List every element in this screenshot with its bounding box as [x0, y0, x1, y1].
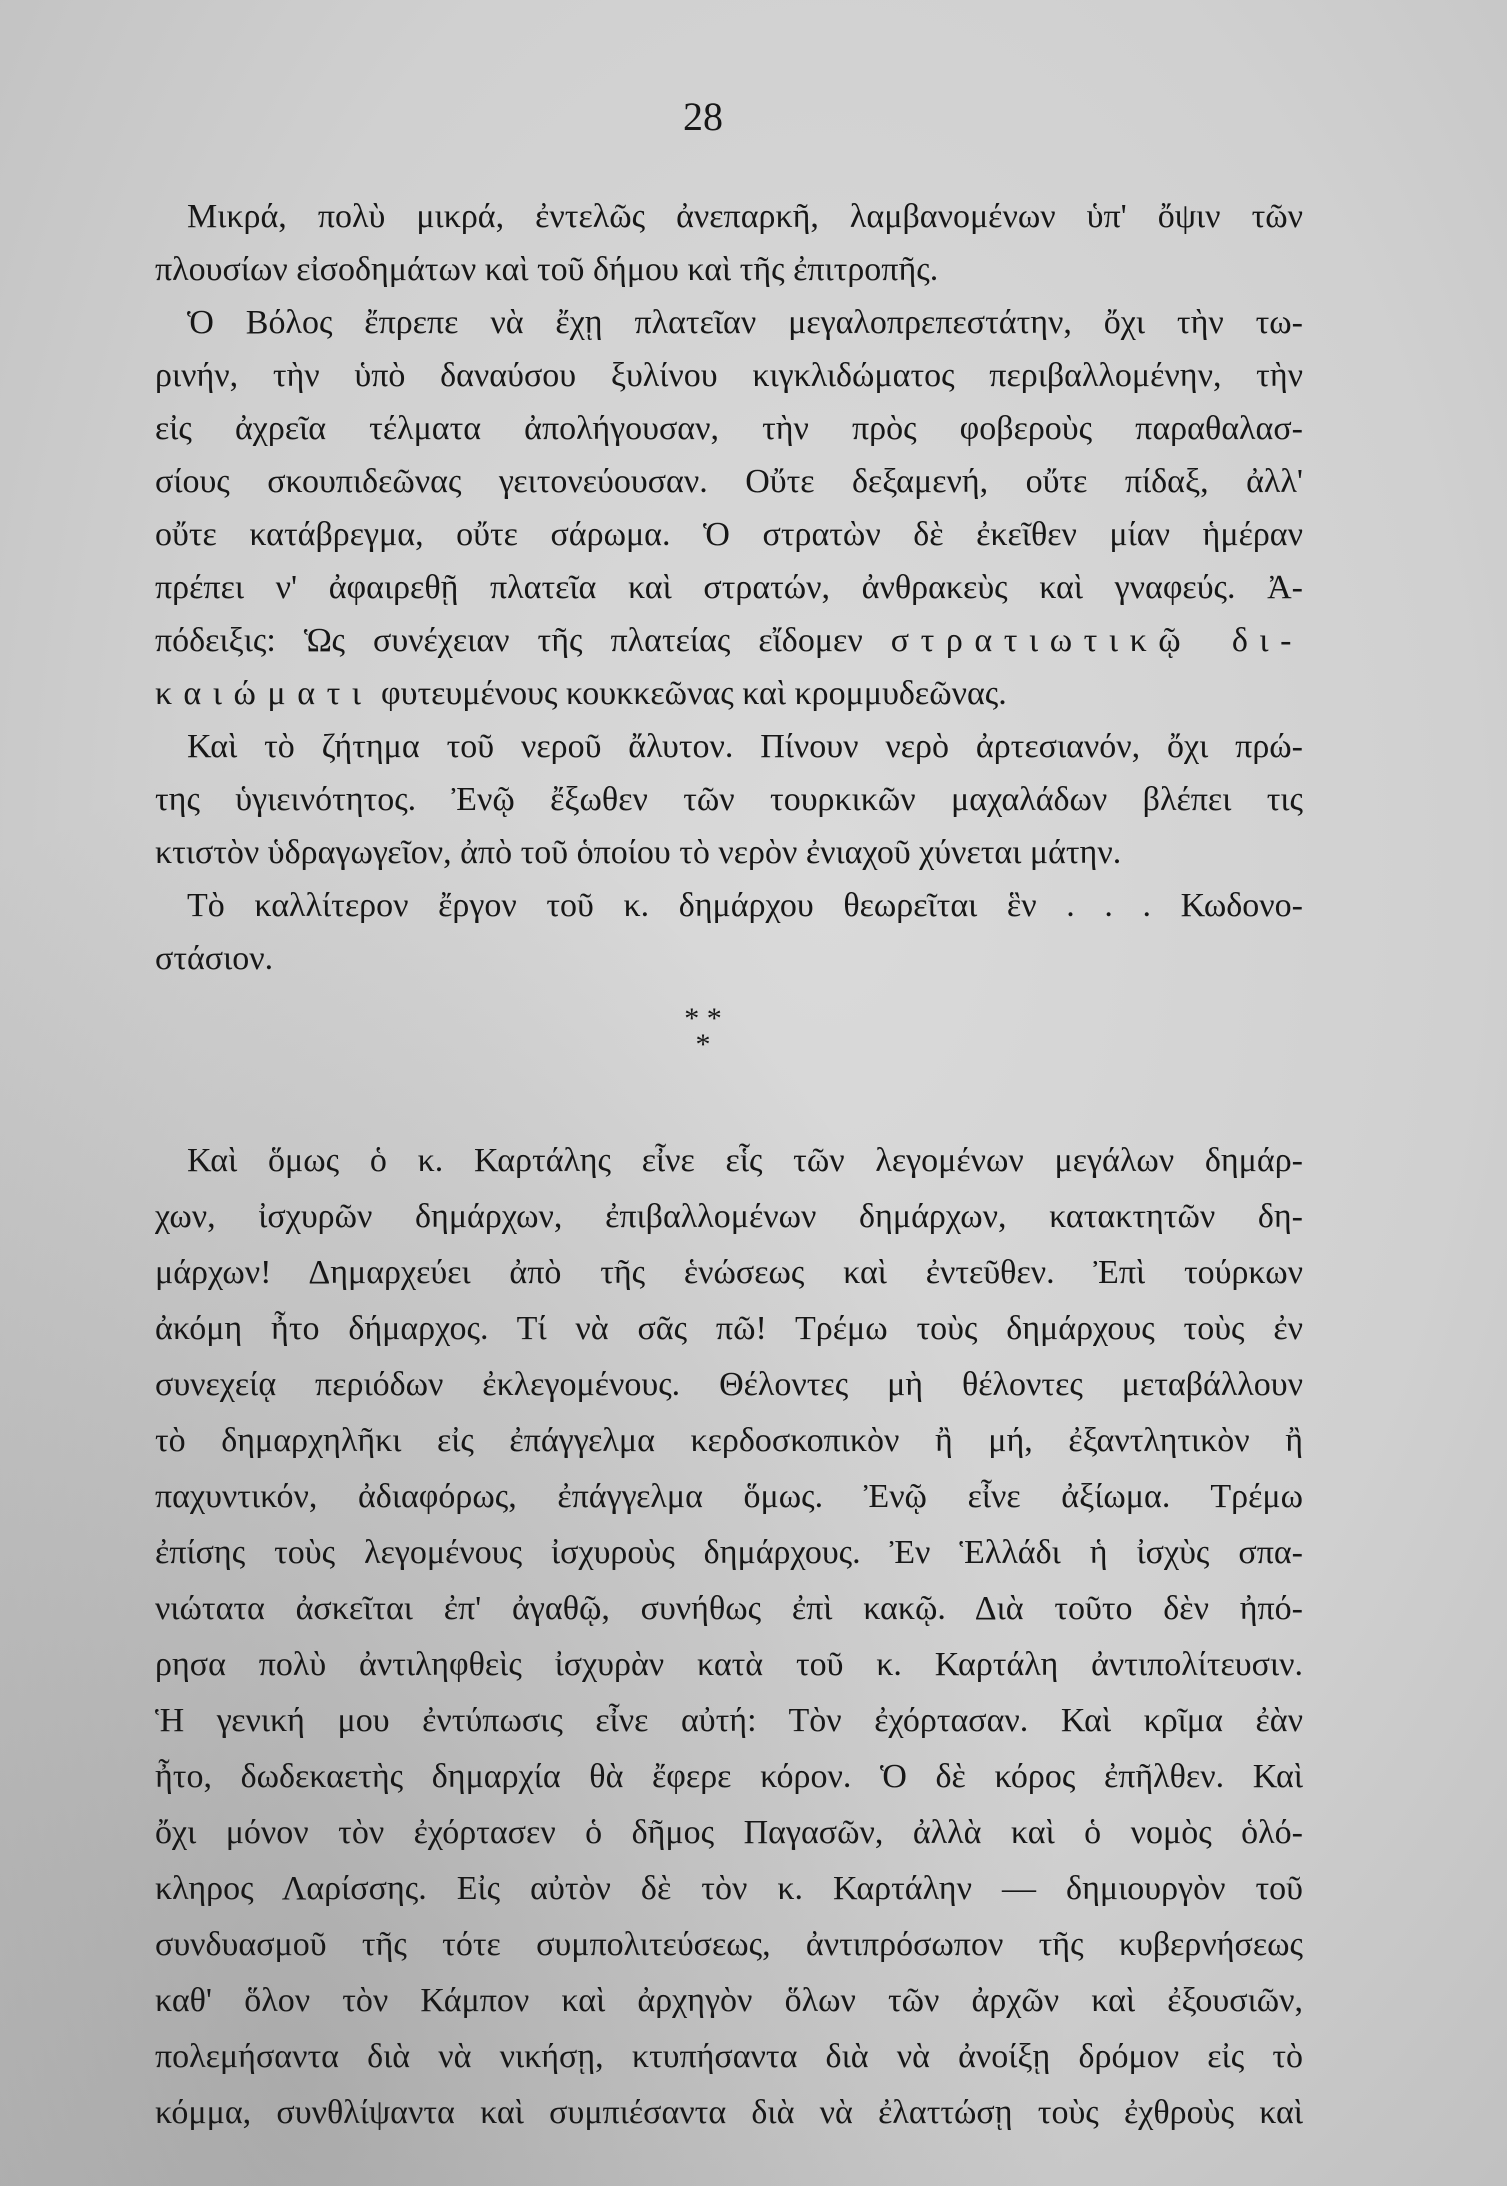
text-line: καθ' ὅλον τὸν Κάμπον καὶ ἀρχηγὸν ὅλων τῶν ἀρχῶν καὶ ἐξουσιῶν,	[155, 1982, 1303, 2019]
spaced-emphasis: στρατιωτικῷ δι-	[890, 622, 1303, 659]
text-line: πολεμήσαντα διὰ νὰ νικήσῃ, κτυπήσαντα διὰ νὰ ἀνοίξῃ δρόμον εἰς τὸ	[155, 2038, 1303, 2075]
text-line: ἐπίσης τοὺς λεγομένους ἰσχυροὺς δημάρχους. Ἐν Ἑλλάδι ἡ ἰσχὺς σπα-	[155, 1534, 1303, 1571]
text-line: Ἡ γενική μου ἐντύπωσις εἶνε αὐτή: Τὸν ἐχόρτασαν. Καὶ κρῖμα ἐὰν	[155, 1702, 1303, 1739]
text-line	[155, 667, 1303, 720]
text-line: εἰς ἀχρεῖα τέλματα ἀπολήγουσαν, τὴν πρὸς φοβεροὺς παραθαλασ-	[155, 410, 1303, 447]
text-line: συνεχείᾳ περιόδων ἐκλεγομένους. Θέλοντες μὴ θέλοντες μεταβάλλουν	[155, 1366, 1303, 1403]
text-line: Ὁ Βόλος ἔπρεπε νὰ ἔχῃ πλατεῖαν μεγαλοπρεπεστάτην, ὄχι τὴν τω-	[187, 304, 1303, 341]
text-line: σίους σκουπιδεῶνας γειτονεύουσαν. Οὔτε δεξαμενή, οὔτε πίδαξ, ἀλλ'	[155, 463, 1303, 500]
spaced-emphasis: καιώματι	[155, 675, 373, 712]
asterism-row: *	[695, 1028, 711, 1061]
page-number: 28	[683, 94, 723, 139]
text-line: πλουσίων εἰσοδημάτων καὶ τοῦ δήμου καὶ τῆς ἐπιτροπῆς.	[155, 251, 939, 288]
text-line: ρησα πολὺ ἀντιληφθεὶς ἰσχυρὰν κατὰ τοῦ κ. Καρτάλη ἀντιπολίτευσιν.	[155, 1646, 1303, 1683]
text-line: ρινήν, τὴν ὑπὸ δαναύσου ξυλίνου κιγκλιδώματος περιβαλλομένην, τὴν	[155, 357, 1303, 394]
text-line: ἀκόμη ἦτο δήμαρχος. Τί νὰ σᾶς πῶ! Τρέμω τοὺς δημάρχους τοὺς ἐν	[155, 1310, 1303, 1347]
text-line: Τὸ καλλίτερον ἔργον τοῦ κ. δημάρχου θεωρεῖται ἓν . . . Κωδονο-	[187, 887, 1303, 924]
text-line: Καὶ ὅμως ὁ κ. Καρτάλης εἶνε εἷς τῶν λεγομένων μεγάλων δημάρ-	[187, 1142, 1303, 1179]
asterism-divider	[653, 1002, 753, 1061]
text-line: κληρος Λαρίσσης. Εἰς αὐτὸν δὲ τὸν κ. Καρτάλην — δημιουργὸν τοῦ	[155, 1870, 1303, 1907]
text-line: ἦτο, δωδεκαετὴς δημαρχία θὰ ἔφερε κόρον. Ὁ δὲ κόρος ἐπῆλθεν. Καὶ	[155, 1758, 1303, 1795]
text-line: οὔτε κατάβρεγμα, οὔτε σάρωμα. Ὁ στρατὼν δὲ ἐκεῖθεν μίαν ἡμέραν	[155, 516, 1303, 553]
text-line: Καὶ τὸ ζήτημα τοῦ νεροῦ ἄλυτον. Πίνουν νερὸ ἀρτεσιανόν, ὄχι πρώ-	[187, 728, 1303, 765]
text-line: ὄχι μόνον τὸν ἐχόρτασεν ὁ δῆμος Παγασῶν, ἀλλὰ καὶ ὁ νομὸς ὁλό-	[155, 1814, 1303, 1851]
text-block-top	[155, 190, 1303, 985]
text-line: Μικρά, πολὺ μικρά, ἐντελῶς ἀνεπαρκῆ, λαμβανομένων ὑπ' ὄψιν τῶν	[187, 198, 1303, 235]
text-line: της ὑγιεινότητος. Ἐνῷ ἔξωθεν τῶν τουρκικῶν μαχαλάδων βλέπει τις	[155, 781, 1303, 818]
text-line: στάσιον.	[155, 940, 274, 977]
text-line: τὸ δημαρχηλῆκι εἰς ἐπάγγελμα κερδοσκοπικὸν ἢ μή, ἐξαντλητικὸν ἢ	[155, 1422, 1303, 1459]
text-line: χων, ἰσχυρῶν δημάρχων, ἐπιβαλλομένων δημάρχων, κατακτητῶν δη-	[155, 1198, 1303, 1235]
text-line: συνδυασμοῦ τῆς τότε συμπολιτεύσεως, ἀντιπρόσωπον τῆς κυβερνήσεως	[155, 1926, 1303, 1963]
text-line	[155, 614, 1303, 667]
text-line: μάρχων! Δημαρχεύει ἀπὸ τῆς ἑνώσεως καὶ ἐντεῦθεν. Ἐπὶ τούρκων	[155, 1254, 1303, 1291]
text-line: κτιστὸν ὑδραγωγεῖον, ἀπὸ τοῦ ὁποίου τὸ νερὸν ἐνιαχοῦ χύνεται μάτην.	[155, 834, 1122, 871]
text-segment: φυτευμένους κουκκεῶνας καὶ κρομμυδεῶνας.	[381, 675, 1007, 712]
text-line: κόμμα, συνθλίψαντα καὶ συμπιέσαντα διὰ νὰ ἐλαττώσῃ τοὺς ἐχθροὺς καὶ	[155, 2094, 1303, 2131]
text-line: πρέπει ν' ἀφαιρεθῇ πλατεῖα καὶ στρατών, ἀνθρακεὺς καὶ γναφεύς. Ἀ-	[155, 569, 1303, 606]
text-line: νιώτατα ἀσκεῖται ἐπ' ἀγαθῷ, συνήθως ἐπὶ κακῷ. Διὰ τοῦτο δὲν ἠπό-	[155, 1590, 1303, 1627]
asterism-row: * *	[684, 1002, 722, 1035]
text-segment: πόδειξις: Ὡς συνέχειαν τῆς πλατείας εἴδομεν	[155, 622, 863, 659]
text-block-bottom	[155, 1133, 1303, 2141]
text-line: παχυντικόν, ἀδιαφόρως, ἐπάγγελμα ὅμως. Ἐνῷ εἶνε ἀξίωμα. Τρέμω	[155, 1478, 1303, 1515]
